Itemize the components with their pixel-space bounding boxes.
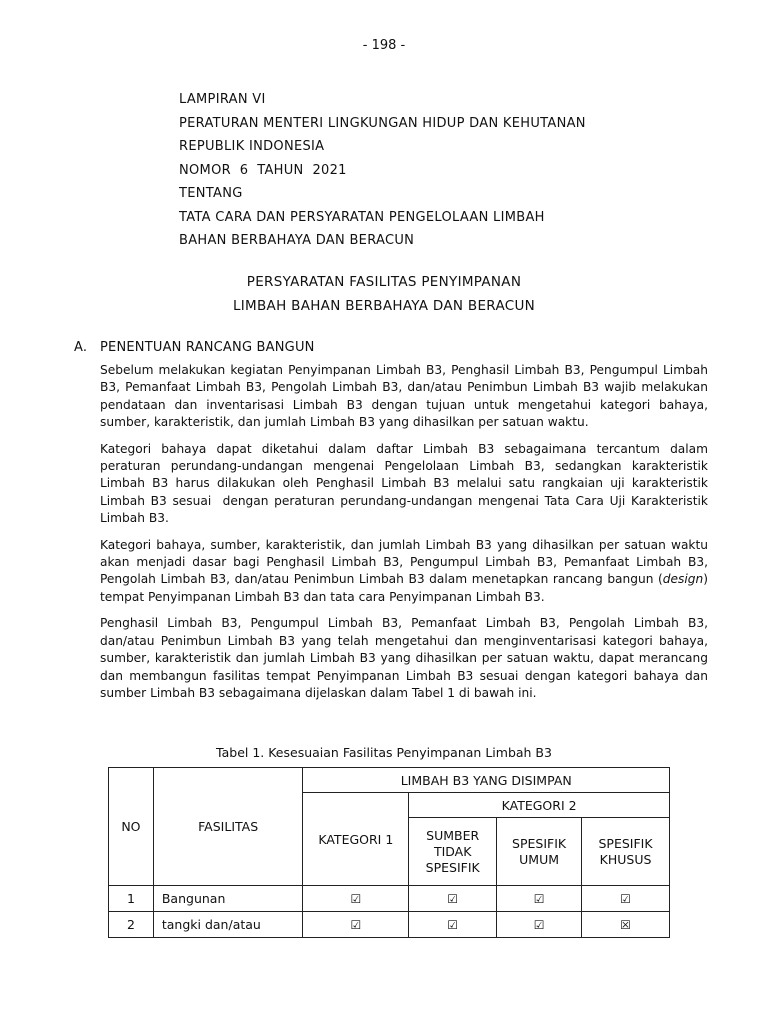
paragraph-3 (100, 537, 708, 607)
header-kategori-2: KATEGORI 2 (409, 793, 670, 818)
table-caption: Tabel 1. Kesesuaian Fasilitas Penyimpanan Limbah B3 (216, 745, 552, 760)
header-spesifik-khusus: SPESIFIK KHUSUS (582, 818, 670, 886)
document-title (0, 270, 768, 318)
header-spesifik-umum: SPESIFIK UMUM (497, 818, 582, 886)
header-line: BAHAN BERBAHAYA DAN BERACUN (179, 233, 415, 248)
table-row (109, 886, 670, 912)
row-number: 2 (109, 912, 154, 938)
facility-table (108, 767, 670, 938)
page-number: - 198 - (362, 38, 406, 53)
title-line-2: LIMBAH BAHAN BERBAHAYA DAN BERACUN (232, 298, 536, 314)
row-fasilitas: tangki dan/atau (153, 912, 303, 938)
checked-box-icon: ☑ (533, 892, 545, 906)
table-row (109, 912, 670, 938)
header-no: NO (109, 768, 154, 886)
header-limbah: LIMBAH B3 YANG DISIMPAN (303, 768, 670, 793)
header-fasilitas: FASILITAS (153, 768, 303, 886)
section-title: PENENTUAN RANCANG BANGUN (100, 340, 315, 355)
checked-box-icon: ☑ (533, 918, 545, 932)
paragraph-3-part-2: ) tempat Penyimpanan Limbah B3 dan tata cara Penyimpanan Limbah B3. (100, 572, 708, 604)
row-fasilitas: Bangunan (153, 886, 303, 912)
paragraph-4: Penghasil Limbah B3, Pengumpul Limbah B3, Pemanfaat Limbah B3, Pengolah Limbah B3, dan/atau Penimbun Limbah B3 yang telah mengetahui dan menginventarisasi kategori bahaya, sumber, karakteristik dan jumlah Limbah B3 yang dihasilkan per satuan waktu, dapat merancang dan membangun fasilitas tempat Penyimpanan Limbah B3 sesuai dengan kategori bahaya dan sumber Limbah B3 sebagaimana dijelaskan dalam Tabel 1 di bawah ini. (100, 616, 708, 700)
checked-box-icon: ☑ (350, 918, 362, 932)
header-line: NOMOR 6 TAHUN 2021 (179, 162, 347, 178)
document-header (179, 88, 586, 253)
row-number: 1 (109, 886, 154, 912)
checked-box-icon: ☑ (620, 892, 631, 906)
header-line: PERATURAN MENTERI LINGKUNGAN HIDUP DAN KEHUTANAN (179, 115, 586, 131)
header-line: LAMPIRAN VI (179, 92, 266, 107)
header-line: REPUBLIK INDONESIA (179, 139, 325, 154)
paragraph-2: Kategori bahaya dapat diketahui dalam daftar Limbah B3 sebagaimana tercantum dalam peraturan perundang-undangan mengenai Pengelolaan Limbah B3, sedangkan karakteristik Limbah B3 harus dilakukan oleh Penghasil Limbah B3 melalui satu rangkaian uji karakteristik Limbah B3 sesuai dengan peraturan perundang-undangan mengenai Tata Cara Uji Karakteristik Limbah B3. (100, 441, 712, 526)
section-letter: A. (74, 340, 88, 355)
header-line: TENTANG (179, 186, 243, 201)
header-line: TATA CARA DAN PERSYARATAN PENGELOLAAN LIMBAH (179, 209, 545, 225)
checked-box-icon: ☑ (350, 892, 362, 906)
paragraph-3-part-1: Kategori bahaya, sumber, karakteristik, dan jumlah Limbah B3 yang dihasilkan per satuan waktu akan menjadi dasar bagi Penghasil Limbah B3, Pengumpul Limbah B3, Pemanfaat Limbah B3, Pengolah Limbah B3, dan/atau Penimbun Limbah B3 dalam menetapkan rancang bangun ( (100, 537, 708, 587)
body-text (100, 362, 712, 711)
header-kategori-1: KATEGORI 1 (303, 793, 409, 886)
paragraph-3-italic: design (662, 572, 704, 587)
paragraph-1: Sebelum melakukan kegiatan Penyimpanan Limbah B3, Penghasil Limbah B3, Pengumpul Limbah B3, Pemanfaat Limbah B3, Pengolah Limbah B3, dan/atau Penimbun Limbah B3 wajib melakukan pendataan dan inventarisasi Limbah B3 dengan tujuan untuk mengetahui kategori bahaya, sumber, karakteristik, dan jumlah Limbah B3 yang dihasilkan per satuan waktu. (100, 363, 708, 430)
checked-box-icon: ☑ (447, 892, 459, 906)
checked-box-icon: ☑ (447, 918, 459, 932)
header-sumber-tidak-spesifik: SUMBER TIDAK SPESIFIK (409, 818, 497, 886)
crossed-box-icon: ☒ (620, 918, 631, 932)
title-line-1: PERSYARATAN FASILITAS PENYIMPANAN (246, 274, 522, 290)
table-header-row (109, 768, 670, 793)
section-heading (74, 340, 315, 355)
